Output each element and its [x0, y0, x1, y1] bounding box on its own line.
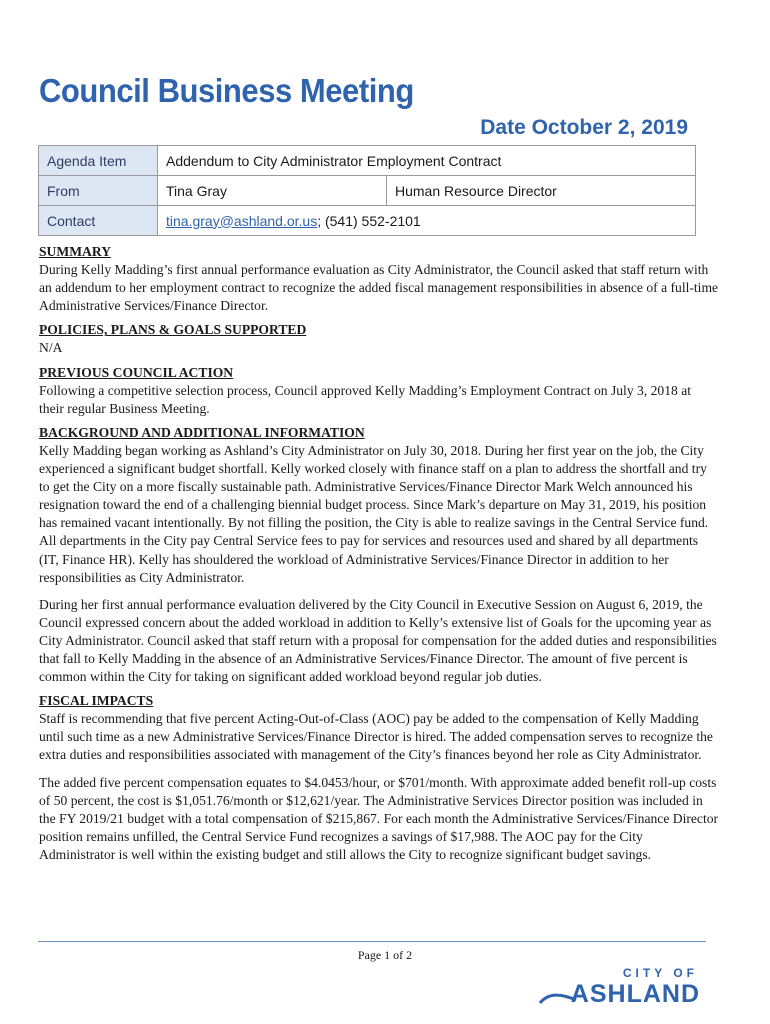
from-label: From [39, 176, 158, 206]
previous-action-text: Following a competitive selection process, Council approved Kelly Madding’s Employment Contract on July 3, 2018 at their regular Business Meeting. [39, 382, 692, 416]
agenda-info-table [38, 145, 696, 236]
contact-phone: ; (541) 552-2101 [317, 212, 421, 229]
previous-action-heading: PREVIOUS COUNCIL ACTION [39, 364, 234, 380]
agenda-label: Agenda Item [39, 146, 158, 176]
contact-label: Contact [39, 206, 158, 236]
contact-email-link[interactable]: tina.gray@ashland.or.us [166, 212, 318, 229]
policies-text: N/A [39, 340, 63, 356]
wave-icon [538, 990, 578, 1008]
meeting-date: Date October 2, 2019 [480, 116, 688, 139]
document-body [39, 243, 719, 864]
fiscal-paragraph-1: Staff is recommending that five percent Acting-Out-of-Class (AOC) pay be added to the compensation of Kelly Madding until such time as a new Administrative Services/Finance Director is hired. The added compensation serves to recognize the extra duties and responsibilities associated with management of the City’s finances beyond her role as City Administrator. [39, 711, 713, 763]
page-number: Page 1 of 2 [357, 948, 413, 962]
summary-heading: SUMMARY [39, 244, 112, 259]
fiscal-heading: FISCAL IMPACTS [39, 693, 154, 709]
background-paragraph-2: During her first annual performance evaluation delivered by the City Council in Executive Session on August 6, 2019, the Council expressed concern about the added workload in addition to Kelly’s extensive list of Goals for the upcoming year as City Administrator. Council asked that staff return with a proposal for compensation for the added duties and responsibilities that fall to Kelly Madding in the absence of an Administrative Services/Finance Director. The amount of five percent is common within the City for taking on significant added workload beyond regular job duties. [39, 596, 717, 685]
from-title: Human Resource Director [387, 176, 696, 206]
page-title: Council Business Meeting [39, 72, 414, 109]
logo-city-of: CITY OF [622, 966, 698, 980]
logo-ashland-text: ASHLAND [570, 980, 700, 1008]
fiscal-paragraph-2: The added five percent compensation equates to $4.0453/hour, or $701/month. With approximate added benefit roll-up costs of 50 percent, the cost is $1,051.76/month or $12,621/year. The Administrative Services Director position was included in the FY 2019/21 budget with a total compensation of $215,867. For each month the Administrative Services/Finance Director position remains unfilled, the Central Service Fund recognizes a savings of $17,988. The AOC pay for the City Administrator is well within the existing budget and still allows the City to recognize significant budget savings. [39, 774, 719, 862]
background-paragraph-1: Kelly Madding began working as Ashland’s City Administrator on July 30, 2018. During her first year on the job, the City experienced a significant budget shortfall. Kelly worked closely with finance staff on a plan to address the shortfall and try to get the City on a more fiscally sustainable path. Administrative Services/Finance Director Mark Welch announced his resignation toward the end of a challenging biennial budget process. Since Mark’s departure on May 31, 2019, his position has remained vacant intentionally. By not filling the position, the City is able to realize savings in the Central Service fund. All departments in the City pay Central Service fees to pay for services and resources used and shared by all departments (IT, Finance HR). Kelly has shouldered the workload of Administrative Services/Finance Director in addition to her responsibilities as City Administrator. [39, 442, 709, 585]
contact-row [39, 206, 696, 236]
summary-text: During Kelly Madding’s first annual performance evaluation as City Administrator, the Council asked that staff return with an addendum to her employment contract to recognize the added fiscal management responsibilities in absence of a full-time Administrative Services/Finance Director. [39, 262, 719, 314]
logo-ashland [538, 980, 700, 1008]
policies-heading: POLICIES, PLANS & GOALS SUPPORTED [39, 322, 307, 338]
background-heading: BACKGROUND AND ADDITIONAL INFORMATION [39, 424, 365, 440]
agenda-value: Addendum to City Administrator Employment Contract [158, 146, 696, 176]
from-name: Tina Gray [158, 176, 387, 206]
footer-divider [38, 941, 706, 942]
contact-value [158, 206, 696, 236]
city-logo [538, 966, 702, 1008]
agenda-row [39, 146, 696, 176]
from-row [39, 176, 696, 206]
